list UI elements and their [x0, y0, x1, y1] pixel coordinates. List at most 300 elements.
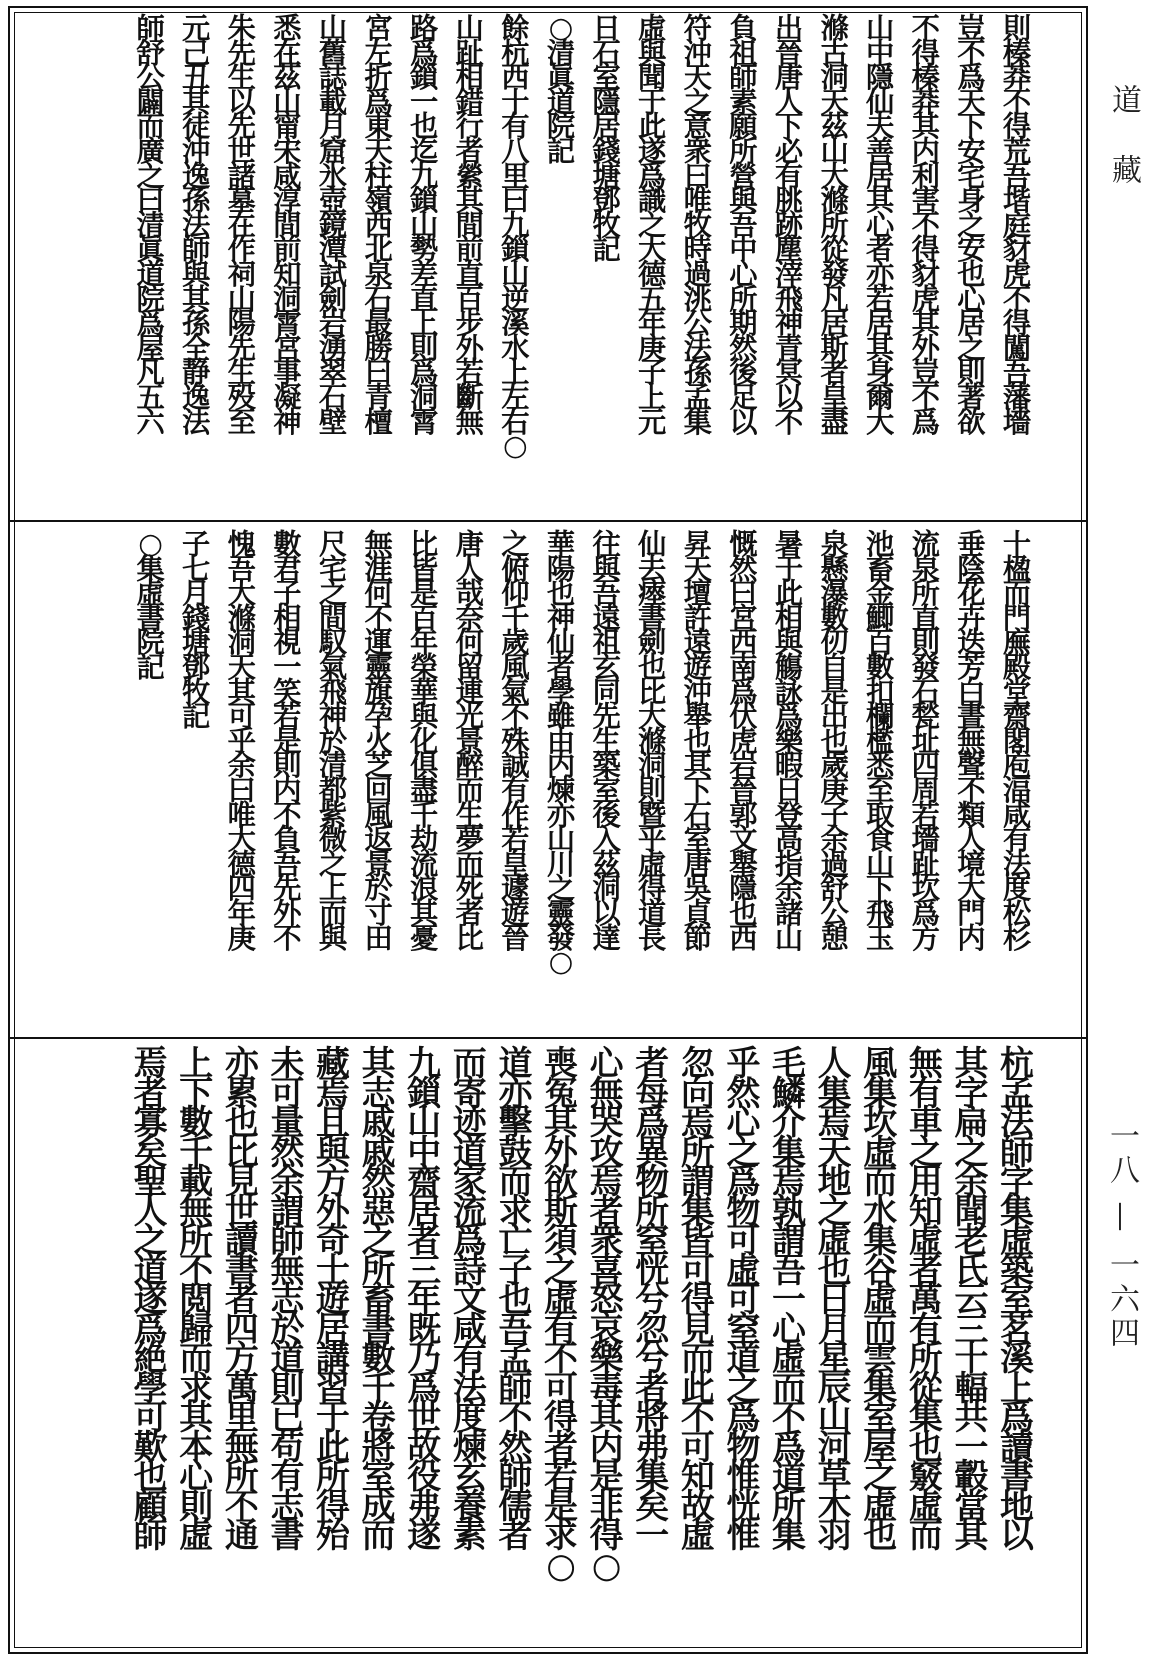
glyph: 學 — [133, 1367, 168, 1408]
text-column — [129, 1043, 173, 1555]
glyph: 冤 — [544, 1072, 578, 1113]
glyph: 迹 — [452, 1102, 487, 1142]
glyph: 道 — [133, 1249, 168, 1290]
glyph: 則 — [1002, 11, 1032, 45]
glyph: 日 — [774, 772, 804, 807]
glyph: 懸 — [820, 551, 849, 586]
glyph: 丑 — [182, 60, 211, 95]
glyph: 扣 — [866, 674, 895, 709]
glyph: 水 — [501, 330, 530, 365]
glyph: 記 — [182, 699, 211, 734]
glyph: 詠 — [774, 674, 804, 709]
side-page-number — [1104, 1120, 1139, 1357]
glyph: 道 — [772, 1456, 806, 1496]
glyph: 咸 — [452, 1308, 487, 1349]
glyph: 之 — [957, 207, 986, 242]
glyph: 院 — [546, 109, 576, 144]
glyph: 發 — [546, 920, 576, 955]
glyph: 爲 — [774, 699, 804, 734]
glyph: 之 — [501, 527, 530, 561]
text-column — [630, 1043, 674, 1555]
glyph: 道 — [270, 1338, 305, 1378]
glyph: 山 — [817, 1397, 852, 1437]
glyph: 室 — [683, 822, 712, 857]
text-column — [630, 527, 674, 955]
glyph: 壁 — [318, 404, 348, 439]
glyph: 亦 — [546, 797, 576, 832]
glyph: 石 — [683, 797, 712, 832]
glyph: 仙 — [638, 527, 667, 561]
glyph: 庖 — [1002, 748, 1032, 783]
glyph: 冥 — [774, 355, 804, 390]
glyph: 殿 — [1002, 649, 1032, 684]
glyph: 地 — [817, 1161, 852, 1201]
glyph: 之 — [361, 1220, 396, 1260]
glyph: 瘞 — [638, 576, 667, 611]
glyph: 虛 — [544, 1279, 578, 1319]
glyph: 不 — [1002, 84, 1032, 119]
glyph: 在 — [227, 207, 256, 242]
glyph: 荒 — [1002, 133, 1032, 168]
glyph: 石 — [592, 35, 621, 70]
glyph: 子 — [182, 527, 211, 561]
glyph: 留 — [455, 649, 484, 684]
glyph: 舉 — [729, 846, 758, 881]
glyph: 爲 — [410, 355, 439, 390]
glyph: 記 — [546, 133, 576, 168]
glyph: 杭 — [501, 35, 530, 70]
glyph: 大 — [227, 822, 256, 857]
glyph: 郭 — [729, 797, 758, 832]
glyph: 柱 — [364, 158, 393, 193]
glyph: 祖 — [592, 625, 621, 660]
glyph: 無 — [364, 527, 393, 561]
glyph: 金 — [866, 576, 895, 611]
glyph: 屋 — [136, 330, 165, 365]
glyph: 左 — [501, 379, 530, 414]
glyph: 居 — [592, 109, 621, 144]
glyph: 不 — [911, 11, 940, 45]
glyph: 鎻 — [407, 1072, 442, 1113]
glyph: 虛 — [638, 846, 667, 881]
glyph: 逸 — [182, 158, 211, 193]
glyph: 内 — [957, 920, 986, 955]
text-column — [813, 11, 857, 439]
glyph: 然 — [729, 551, 758, 586]
glyph: 鎻 — [410, 60, 439, 95]
text-column — [813, 1043, 857, 1555]
glyph: 青 — [774, 330, 804, 365]
glyph: 晉 — [501, 920, 530, 955]
glyph: 間 — [455, 207, 484, 242]
glyph: 爲 — [772, 1426, 806, 1467]
glyph: 文 — [452, 1279, 487, 1319]
glyph: 晉 — [729, 772, 758, 807]
glyph: 潭 — [318, 232, 348, 267]
glyph: 不 — [772, 1397, 806, 1437]
glyph: 曰 — [729, 576, 758, 611]
glyph: 九 — [407, 1043, 442, 1083]
glyph: 其 — [182, 281, 211, 316]
glyph: 岩 — [318, 306, 348, 341]
text-column — [767, 527, 811, 955]
glyph: 素 — [452, 1515, 487, 1555]
glyph: 心 — [772, 1308, 806, 1349]
glyph: 遂 — [407, 1515, 442, 1555]
glyph: 所 — [729, 281, 758, 316]
glyph: 下 — [179, 1072, 214, 1113]
glyph: 窟 — [318, 133, 348, 168]
glyph: 陰 — [957, 551, 986, 586]
glyph: 山 — [774, 920, 804, 955]
text-column — [904, 11, 948, 439]
glyph: 歲 — [820, 748, 849, 783]
glyph: 至 — [227, 404, 256, 439]
glyph: 書 — [136, 600, 165, 635]
glyph: 家 — [452, 1161, 487, 1201]
glyph: 直 — [911, 600, 940, 635]
glyph: 哭 — [589, 1102, 624, 1142]
text-column — [858, 527, 902, 955]
glyph: 心 — [179, 1456, 214, 1496]
glyph: 可 — [680, 1249, 715, 1290]
glyph: 有 — [270, 1456, 305, 1496]
glyph: 闖 — [1002, 330, 1032, 365]
glyph: 所 — [224, 1456, 259, 1496]
glyph: 古 — [820, 35, 849, 70]
glyph: 九 — [410, 158, 439, 193]
glyph: 不 — [273, 920, 302, 955]
glyph: 不 — [364, 600, 393, 635]
glyph: 一 — [273, 649, 302, 684]
glyph: 爲 — [726, 1161, 761, 1201]
glyph: 安 — [957, 133, 986, 168]
glyph: 涯 — [364, 551, 393, 586]
glyph: 過 — [820, 846, 849, 881]
glyph: 則 — [911, 625, 940, 660]
glyph: 墓 — [227, 183, 256, 218]
glyph: 也 — [498, 1279, 533, 1319]
glyph: 知 — [273, 256, 302, 291]
text-column — [904, 1043, 948, 1555]
glyph: 者 — [589, 1190, 624, 1231]
glyph: 庚 — [820, 772, 849, 807]
glyph: ○ — [548, 11, 574, 44]
glyph: 負 — [273, 822, 302, 857]
text-column — [357, 527, 401, 955]
glyph: 鄧 — [592, 183, 621, 218]
glyph: 祖 — [729, 35, 758, 70]
glyph: 法 — [452, 1367, 487, 1408]
glyph: 大 — [866, 404, 895, 439]
glyph: 爲 — [635, 1102, 670, 1142]
glyph: 誠 — [501, 748, 530, 783]
glyph: 絶 — [133, 1338, 168, 1378]
glyph: 衆 — [589, 1220, 624, 1260]
glyph: 與 — [592, 551, 621, 586]
text-column — [129, 527, 173, 684]
glyph: 氏 — [954, 1249, 989, 1290]
glyph: 法 — [182, 404, 211, 439]
glyph: 芳 — [957, 649, 986, 684]
glyph: 仙 — [866, 84, 895, 119]
glyph: 吾 — [273, 846, 302, 881]
glyph: 檀 — [364, 404, 393, 439]
glyph: 符 — [683, 11, 712, 45]
glyph: 虛 — [817, 1220, 852, 1260]
glyph: 書 — [1000, 1456, 1034, 1496]
glyph: 上 — [638, 379, 667, 414]
glyph: 至 — [866, 772, 895, 807]
glyph: 下 — [683, 772, 712, 807]
glyph: 欲 — [544, 1161, 578, 1201]
glyph: 藏 — [316, 1043, 350, 1083]
glyph: 其 — [361, 1043, 396, 1083]
glyph: 苟 — [270, 1426, 305, 1467]
glyph: 清 — [318, 748, 348, 783]
glyph: 集 — [817, 1072, 852, 1113]
glyph: 其 — [455, 183, 484, 218]
glyph: 爲 — [407, 1367, 442, 1408]
glyph: 盡 — [820, 404, 849, 439]
glyph: 尺 — [318, 527, 348, 561]
glyph: 河 — [817, 1426, 852, 1467]
glyph: 山 — [407, 1102, 442, 1142]
glyph: 氣 — [501, 674, 530, 709]
glyph: 焉 — [680, 1102, 715, 1142]
glyph: 師 — [133, 1515, 168, 1555]
glyph: 虛 — [680, 1515, 715, 1555]
glyph: 心 — [589, 1043, 624, 1083]
glyph: 然 — [270, 1131, 305, 1172]
glyph: 玄 — [592, 649, 621, 684]
glyph: 笑 — [273, 674, 302, 709]
glyph: 戚 — [361, 1131, 396, 1172]
glyph: 不 — [911, 207, 940, 242]
glyph: 慨 — [729, 527, 758, 561]
glyph: 師 — [182, 232, 211, 267]
glyph: 載 — [318, 84, 348, 119]
glyph: 人 — [817, 1043, 852, 1083]
glyph: 字 — [1000, 1161, 1034, 1201]
glyph: 吳 — [683, 871, 712, 906]
glyph: 知 — [680, 1456, 715, 1496]
glyph: 爲 — [638, 158, 667, 193]
glyph: 鼓 — [498, 1131, 533, 1172]
glyph: 者 — [455, 895, 484, 930]
glyph: 師 — [136, 11, 165, 45]
glyph: 然 — [498, 1426, 533, 1467]
glyph: 從 — [820, 232, 849, 267]
glyph: 不 — [498, 1397, 533, 1437]
glyph: 天 — [683, 551, 712, 586]
glyph: 于 — [638, 84, 667, 119]
glyph: 靈 — [364, 649, 393, 684]
glyph: 云 — [954, 1279, 989, 1319]
glyph: 逸 — [182, 379, 211, 414]
glyph: 數 — [361, 1338, 396, 1378]
panel-divider-2 — [8, 1037, 1088, 1039]
glyph: 塘 — [592, 158, 621, 193]
glyph: 生 — [227, 355, 256, 390]
glyph: 者 — [544, 1426, 578, 1467]
glyph: 泉 — [911, 551, 940, 586]
glyph: 吾 — [729, 207, 758, 242]
glyph: 身 — [866, 355, 895, 390]
glyph: 聞 — [954, 1190, 989, 1231]
glyph: 孫 — [182, 183, 211, 218]
glyph: 門 — [1002, 600, 1032, 635]
glyph: 爾 — [866, 379, 895, 414]
glyph: 内 — [546, 748, 576, 783]
glyph: 得 — [911, 35, 940, 70]
glyph: 居 — [820, 306, 849, 341]
glyph: 余 — [774, 871, 804, 906]
glyph: 曰 — [501, 183, 530, 218]
glyph: 若 — [455, 355, 484, 390]
glyph: 德 — [638, 256, 667, 291]
glyph: 晝 — [957, 699, 986, 734]
glyph: 指 — [774, 846, 804, 881]
glyph: 無 — [957, 723, 986, 758]
glyph: 與 — [774, 625, 804, 660]
glyph: 孫 — [182, 306, 211, 341]
glyph: 悉 — [866, 748, 895, 783]
glyph: 余 — [820, 822, 849, 857]
glyph: 飛 — [318, 674, 348, 709]
text-column — [585, 527, 629, 955]
glyph: 物 — [635, 1161, 670, 1201]
glyph: 而 — [452, 1043, 487, 1083]
glyph: 子 — [498, 1249, 533, 1290]
glyph: 微 — [318, 822, 348, 857]
glyph: 孟 — [1000, 1072, 1034, 1113]
glyph: 勝 — [364, 330, 393, 365]
glyph: 隱 — [729, 871, 758, 906]
glyph: 藩 — [1002, 379, 1032, 414]
glyph: 莽 — [1002, 60, 1032, 95]
glyph: 最 — [364, 306, 393, 341]
glyph: 兮 — [635, 1338, 670, 1378]
glyph: 是 — [544, 1485, 578, 1526]
glyph: 則 — [410, 330, 439, 365]
glyph: 茲 — [592, 846, 621, 881]
glyph: 吾 — [1002, 158, 1032, 193]
glyph: 欄 — [866, 699, 895, 734]
glyph: 祠 — [227, 256, 256, 291]
glyph: 化 — [410, 723, 439, 758]
glyph: 而 — [863, 1161, 898, 1201]
glyph: 神 — [273, 404, 302, 439]
glyph: 廡 — [1002, 625, 1032, 660]
glyph: 而 — [136, 109, 165, 144]
glyph: 得 — [544, 1397, 578, 1437]
glyph: 日 — [817, 1279, 852, 1319]
glyph: 道 — [546, 84, 576, 119]
glyph: 而 — [1002, 576, 1032, 611]
glyph: 西 — [364, 207, 393, 242]
glyph: 院 — [136, 625, 165, 660]
glyph: 毛 — [772, 1043, 806, 1083]
glyph: 咸 — [1002, 797, 1032, 832]
glyph: 迭 — [957, 625, 986, 660]
glyph: 子 — [820, 797, 849, 832]
glyph: 周 — [911, 772, 940, 807]
glyph: 之 — [954, 1131, 989, 1172]
glyph: 六 — [136, 404, 165, 439]
glyph: 擊 — [498, 1102, 533, 1142]
glyph: 弗 — [635, 1426, 670, 1467]
glyph: 師 — [498, 1367, 533, 1408]
glyph: 之 — [544, 1249, 578, 1290]
glyph: 心 — [726, 1102, 761, 1142]
glyph: 載 — [179, 1161, 214, 1201]
text-column — [904, 527, 948, 955]
glyph: 道 — [452, 1131, 487, 1172]
glyph: 書 — [361, 1308, 396, 1349]
glyph: 上 — [410, 306, 439, 341]
glyph: 步 — [455, 306, 484, 341]
glyph: 清 — [546, 35, 576, 70]
glyph: 舉 — [683, 699, 712, 734]
glyph: 木 — [817, 1485, 852, 1526]
text-column — [357, 11, 401, 439]
glyph: 書 — [224, 1249, 259, 1290]
glyph: 死 — [455, 871, 484, 906]
glyph: 連 — [455, 674, 484, 709]
glyph: 齋 — [1002, 699, 1032, 734]
glyph: 子 — [638, 355, 667, 390]
glyph: 而 — [772, 1367, 806, 1408]
glyph: 地 — [1000, 1485, 1034, 1526]
glyph: 讀 — [1000, 1426, 1034, 1467]
text-column — [995, 1043, 1039, 1555]
glyph: 雲 — [863, 1338, 898, 1378]
glyph: 遠 — [592, 600, 621, 635]
glyph: 志 — [270, 1485, 305, 1526]
glyph: 宅 — [957, 158, 986, 193]
glyph: 嶺 — [364, 183, 393, 218]
glyph: 記 — [592, 232, 621, 267]
glyph: 也 — [908, 1426, 943, 1467]
glyph: 咸 — [273, 158, 302, 193]
glyph: 孰 — [772, 1190, 806, 1231]
glyph: 虛 — [863, 1131, 898, 1172]
glyph: 運 — [364, 625, 393, 660]
glyph: 將 — [635, 1397, 670, 1437]
glyph: 下 — [866, 871, 895, 906]
glyph: 此 — [774, 576, 804, 611]
glyph: 洞 — [273, 281, 302, 316]
glyph: 都 — [318, 772, 348, 807]
glyph: 徒 — [182, 109, 211, 144]
glyph: 五 — [136, 379, 165, 414]
glyph: 安 — [957, 232, 986, 267]
glyph: 得 — [911, 232, 940, 267]
glyph: 之 — [863, 1456, 898, 1496]
glyph: 泉 — [820, 527, 849, 561]
glyph: 何 — [364, 576, 393, 611]
glyph: 外 — [273, 895, 302, 930]
glyph: 集 — [683, 404, 712, 439]
glyph: 趾 — [911, 846, 940, 881]
glyph: 豈 — [957, 11, 986, 45]
glyph: 中 — [729, 232, 758, 267]
glyph: 卉 — [957, 600, 986, 635]
glyph: 長 — [638, 920, 667, 955]
glyph: 所 — [911, 576, 940, 611]
glyph: 老 — [954, 1220, 989, 1260]
